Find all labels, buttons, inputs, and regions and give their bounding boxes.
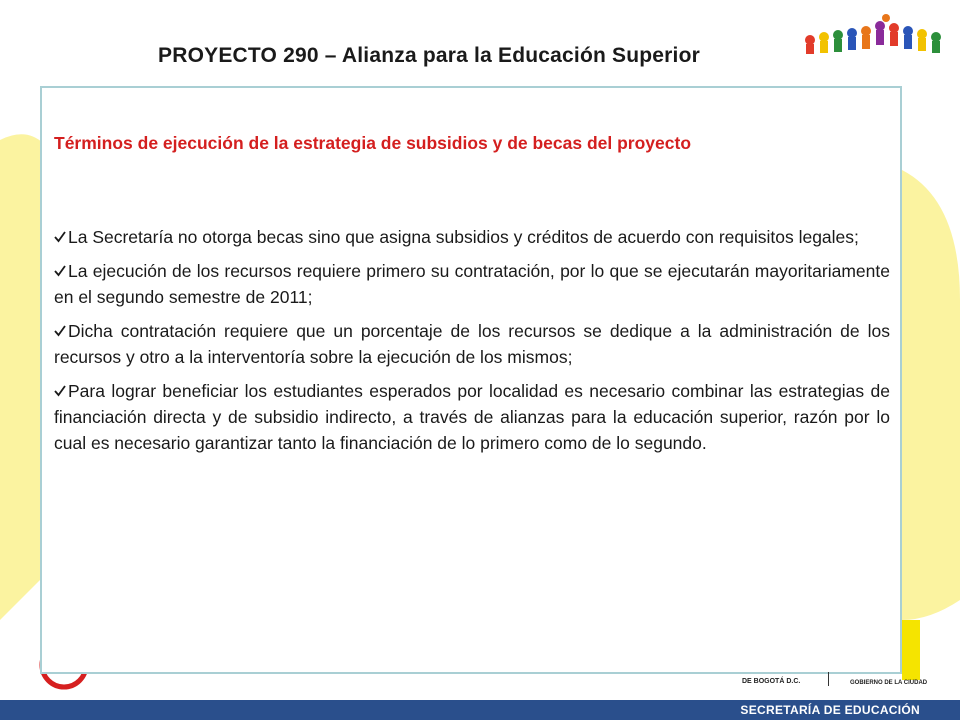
city-label: DE BOGOTÁ D.C. [742, 678, 801, 685]
list-item [54, 318, 890, 370]
yellow-arc-right [902, 170, 960, 620]
slide-title: PROYECTO 290 – Alianza para la Educación Superior [158, 44, 700, 67]
checkmark-icon [54, 324, 66, 338]
checkmark-icon [54, 384, 66, 398]
checkmark-icon [54, 230, 66, 244]
bullet-text: Dicha contratación requiere que un porcentaje de los recursos se dedique a la administración de los recursos y otro a la interventoría sobre la ejecución de los mismos; [54, 321, 890, 367]
list-item [54, 378, 890, 456]
bullet-text: La Secretaría no otorga becas sino que asigna subsidios y créditos de acuerdo con requisitos legales; [68, 227, 859, 247]
footer-department: SECRETARÍA DE EDUCACIÓN [740, 703, 920, 717]
checkmark-icon [54, 264, 66, 278]
list-item [54, 224, 890, 250]
bullet-text: La ejecución de los recursos requiere primero su contratación, por lo que se ejecutarán mayoritariamente en el segundo semestre de 2011; [54, 261, 890, 307]
bullet-text: Para lograr beneficiar los estudiantes esperados por localidad es necesario combinar las estrategias de financiación directa y de subsidio indirecto, a través de alianzas para la educación superior, razón por lo cual es necesario garantizar tanto la financiación de lo primero como de lo segundo. [54, 381, 890, 453]
content-panel [40, 86, 902, 674]
government-label: GOBIERNO DE LA CIUDAD [850, 680, 928, 686]
section-heading: Términos de ejecución de la estrategia de subsidios y de becas del proyecto [54, 133, 692, 153]
bullet-list [54, 224, 890, 464]
divider [828, 672, 829, 686]
people-figures-logo [800, 10, 950, 60]
yellow-logo-strip [902, 620, 920, 680]
list-item [54, 258, 890, 310]
